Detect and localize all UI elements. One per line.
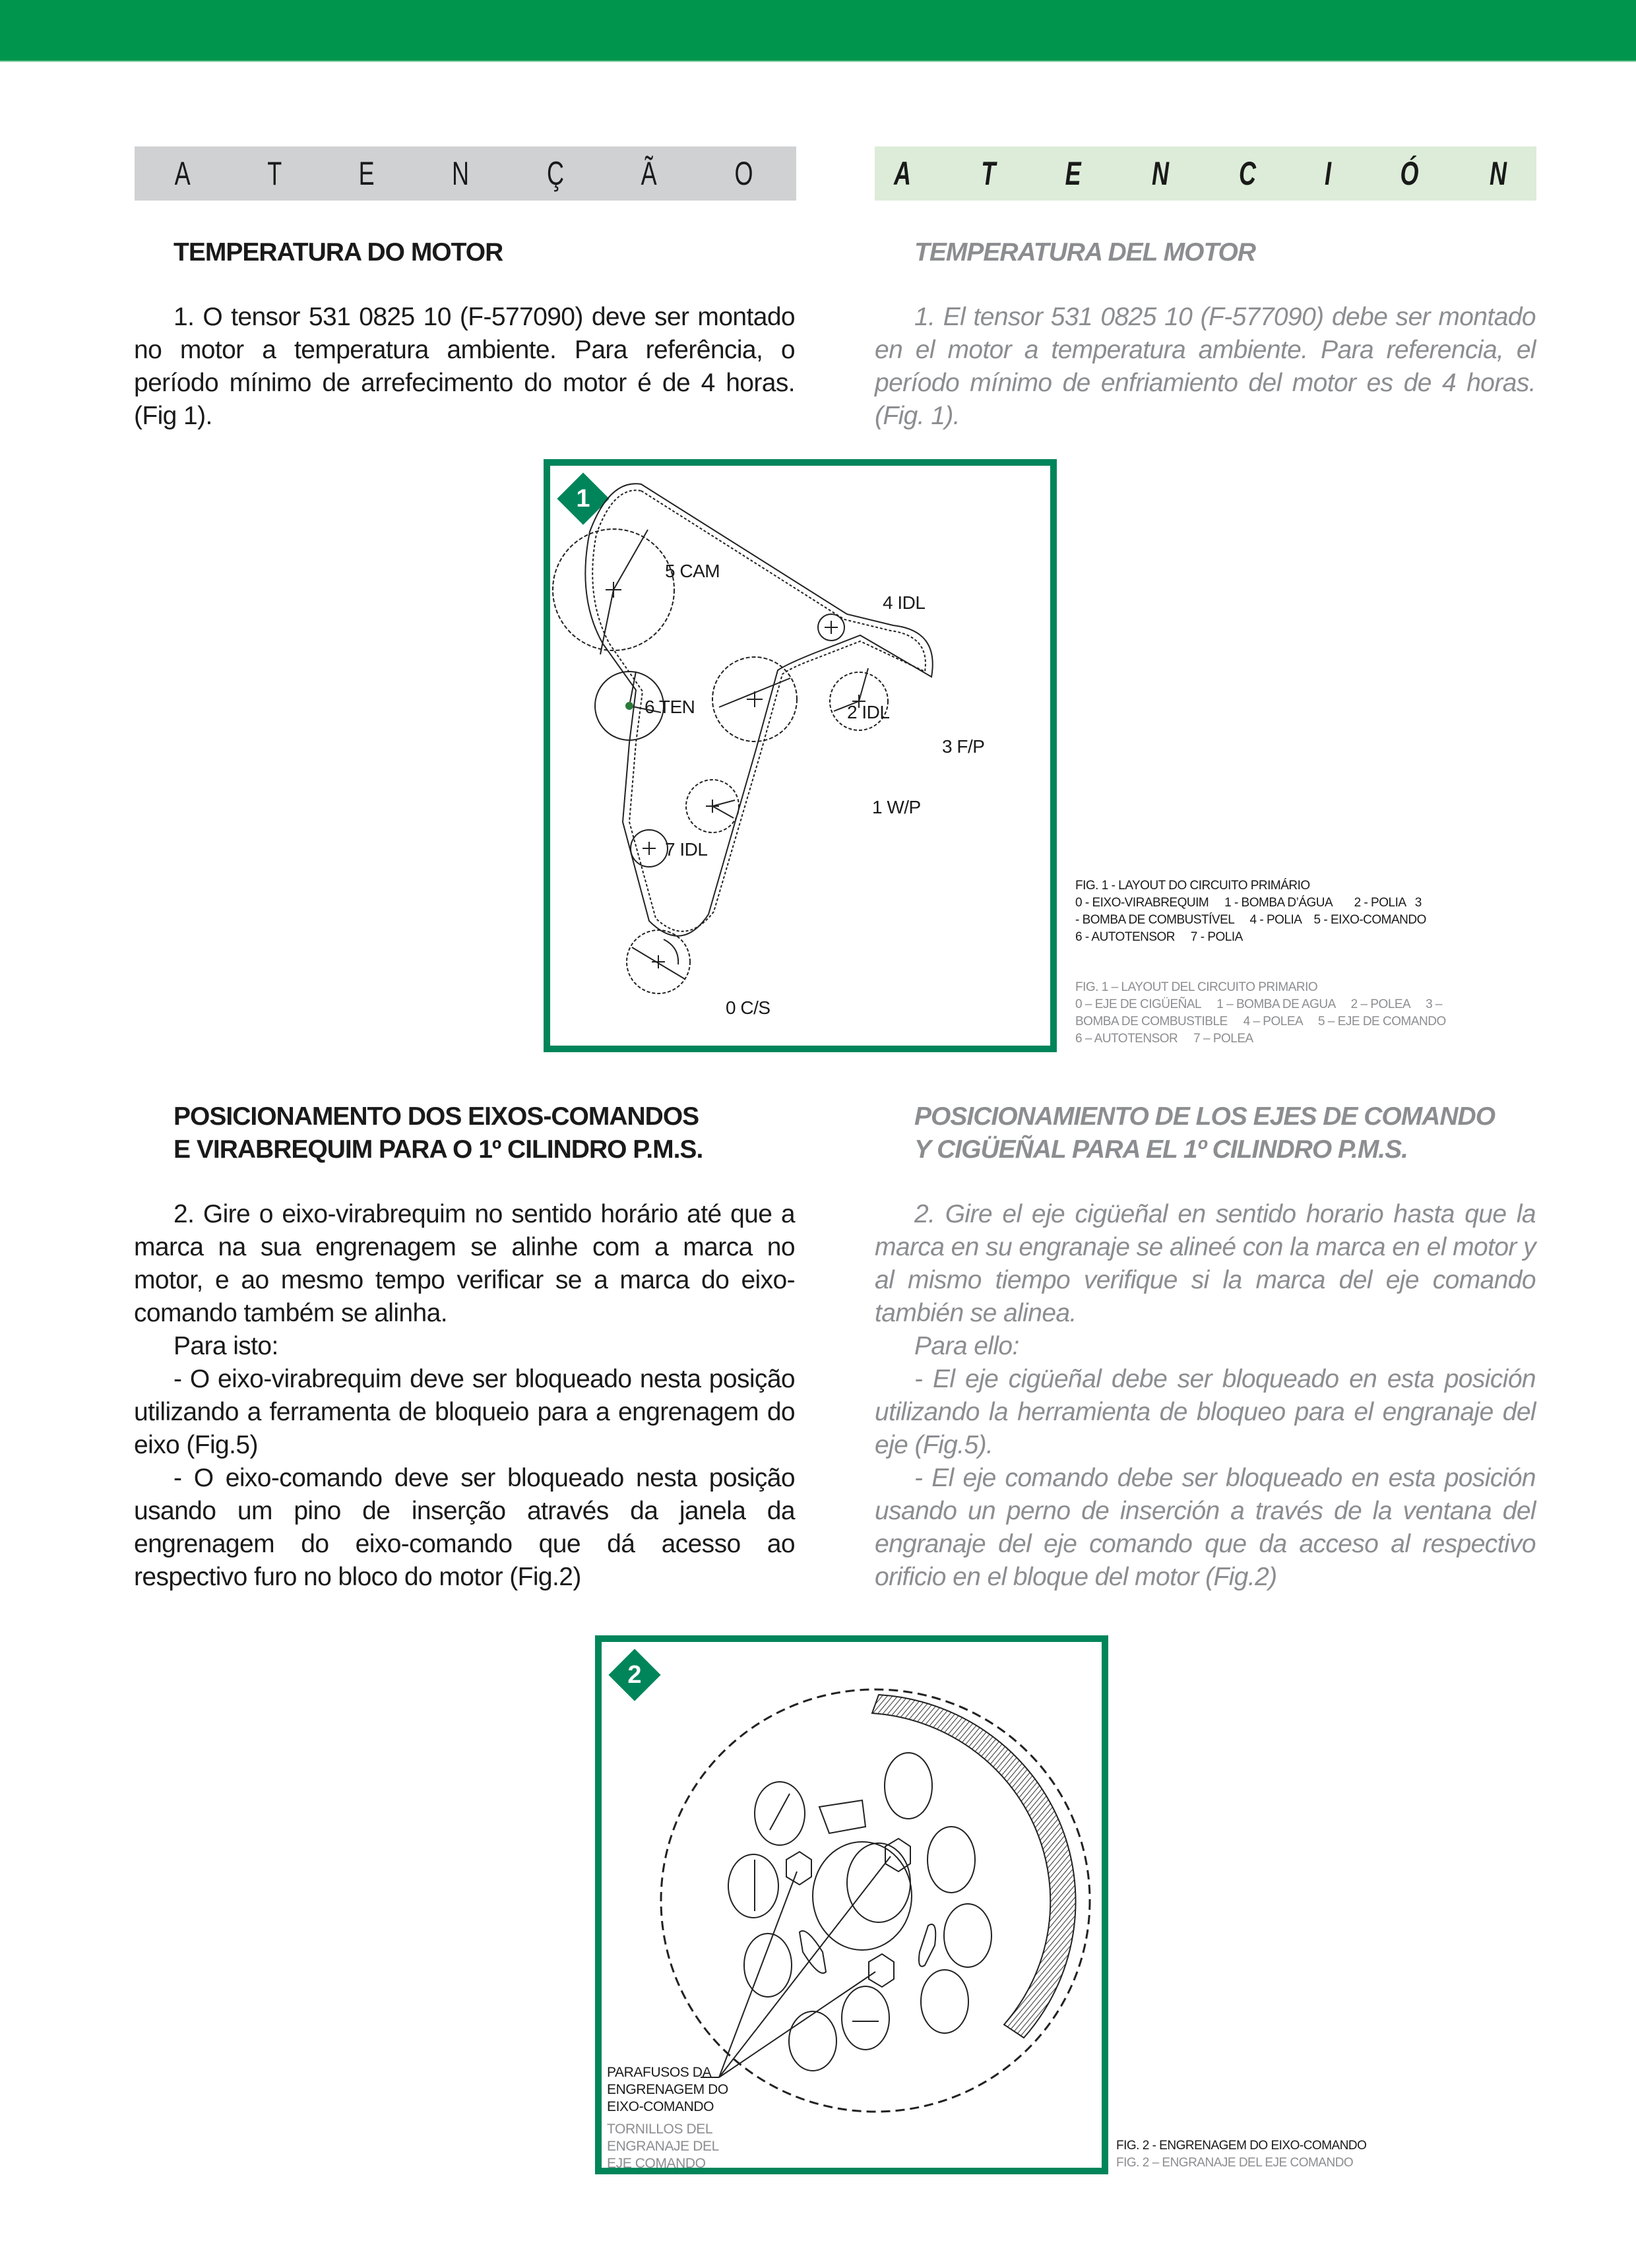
callout-leader [719,1872,797,2077]
attention-header-pt [135,146,796,201]
gear-bolt [786,1852,811,1885]
figure-1-frame [544,459,1057,1052]
gear-bolt [885,1839,910,1872]
caption-line: 6 – AUTOTENSOR 7 – POLEA [1075,1032,1253,1046]
label-3-fp: 3 F/P [942,736,985,757]
attention-letter: N [1151,155,1169,192]
top-green-bar [0,0,1636,62]
figure-number: 1 [576,485,590,513]
section-title-line-1: POSICIONAMIENTO DE LOS EJES DE COMANDO [914,1102,1495,1131]
attention-letter: C [1239,155,1257,192]
section-title: TEMPERATURA DO MOTOR [173,238,503,267]
callout-line: ENGRENAGEM DO [607,2082,728,2097]
gear-teeth-rim [872,1695,1076,2038]
label-5-cam: 5 CAM [665,561,720,581]
section1-es [875,236,1536,433]
label-1-wp: 1 W/P [872,797,921,817]
section-title-line-2: E VIRABREQUIM PARA O 1º CILINDRO P.M.S. [173,1135,703,1164]
section-paragraph: 1. O tensor 531 0825 10 (F-577090) deve ser montado no motor a temperatura ambiente. Para referência, o período mínimo de arrefecimento do motor é de 4 horas. (Fig 1). [134,303,795,430]
section-paragraph: - El eje comando debe ser bloqueado en esta posición usando un perno de inserción a través de la ventana del engranaje del eje comando que da acceso al respectivo orificio en el bloque del motor (Fig.2) [875,1464,1536,1591]
caption-line: FIG. 1 - LAYOUT DO CIRCUITO PRIMÁRIO [1075,879,1310,893]
section-paragraph: - O eixo-comando deve ser bloqueado nesta posição usando um pino de inserção através da janela da engrenagem do eixo-comando que dá acesso ao respectivo furo no bloco do motor (Fig.2) [134,1464,795,1591]
section2-es [875,1100,1536,1594]
section-paragraph: 2. Gire el eje cigüeñal en sentido horario hasta que la marca en su engranaje se alineé con la marca en el motor y al mismo tiempo verifique si la marca del eje comando también se alinea. [875,1200,1536,1327]
attention-header-es [875,146,1536,201]
section-paragraph: Para ello: [914,1332,1019,1360]
figure-number: 2 [627,1661,642,1689]
callout-line: ENGRANAJE DEL [607,2139,719,2154]
attention-letter: E [358,155,375,192]
attention-letter: E [1065,155,1082,192]
gear-hub [813,1842,912,1950]
figure-2-caption-pt: FIG. 2 - ENGRENAGEM DO EIXO-COMANDO [1116,2139,1367,2153]
gear-outline [661,1689,1090,2112]
section-paragraph: 2. Gire o eixo-virabrequim no sentido horário até que a marca na sua engrenagem se alinhe com a marca no motor, e ao mesmo tempo verificar se a marca do eixo-comando também se alinha. [134,1200,795,1327]
section-paragraph: 1. El tensor 531 0825 10 (F-577090) debe ser montado en el motor a temperatura ambiente. Para referencia, el período mínimo de enfriamiento del motor es de 4 horas. (Fig. 1). [875,303,1536,430]
figure-1-caption-es [1075,979,1446,1048]
callout-line: TORNILLOS DEL [607,2122,713,2137]
attention-letter: Ã [641,155,657,192]
attention-letter: N [451,155,469,192]
attention-letter: T [981,155,996,192]
gear-bolt [869,1954,894,1987]
callout-line: EIXO-COMANDO [607,2099,714,2114]
caption-line: 6 - AUTOTENSOR 7 - POLIA [1075,930,1243,944]
section-title: TEMPERATURA DEL MOTOR [914,238,1256,267]
attention-letter: I [1325,155,1332,192]
attention-letter: O [734,155,753,192]
section1-pt [134,236,795,433]
label-7-idl: 7 IDL [665,839,708,860]
section-paragraph: - El eje cigüeñal debe ser bloqueado en esta posición utilizando la herramienta de bloqueo para el engranaje del eje (Fig.5). [875,1365,1536,1459]
attention-letter: Ç [546,155,564,192]
attention-letter: Ó [1400,155,1419,192]
caption-line: 0 - EIXO-VIRABREQUIM 1 - BOMBA D’ÁGUA 2 - POLIA 3 [1075,896,1422,910]
attention-letter: A [894,155,912,192]
label-4-idl: 4 IDL [883,592,926,613]
section-paragraph: - O eixo-virabrequim deve ser bloqueado nesta posição utilizando a ferramenta de bloqueio para a engrenagem do eixo (Fig.5) [134,1365,795,1459]
figure-1-caption-pt [1075,877,1426,946]
attention-letter: A [174,155,191,192]
figure-2-caption-es: FIG. 2 – ENGRANAJE DEL EJE COMANDO [1116,2156,1354,2170]
callout-line: EJE COMANDO [607,2156,706,2171]
attention-letter: T [267,155,282,192]
caption-line: - BOMBA DE COMBUSTÍVEL 4 - POLIA 5 - EIXO-COMANDO [1075,913,1426,927]
callout-leader [719,1972,875,2077]
section2-pt [134,1100,795,1594]
attention-letter: N [1489,155,1507,192]
caption-line: 0 – EJE DE CIGÜEÑAL 1 – BOMBA DE AGUA 2 – POLEA 3 – [1075,997,1442,1011]
bolts-callout-es [607,2121,719,2172]
caption-line: FIG. 1 – LAYOUT DEL CIRCUITO PRIMARIO [1075,980,1318,994]
figure-2-frame [595,1635,1108,2174]
section-paragraph: Para isto: [173,1332,278,1360]
section-title-line-1: POSICIONAMENTO DOS EIXOS-COMANDOS [173,1102,699,1131]
label-0-cs: 0 C/S [726,997,771,1018]
bolts-callout-pt [607,2064,728,2116]
label-6-ten: 6 TEN [645,697,695,717]
callout-line: PARAFUSOS DA [607,2065,712,2080]
section-title-line-2: Y CIGÜEÑAL PARA EL 1º CILINDRO P.M.S. [914,1135,1408,1164]
label-2-idl: 2 IDL [847,702,890,722]
caption-line: BOMBA DE COMBUSTIBLE 4 – POLEA 5 – EJE DE COMANDO [1075,1015,1446,1028]
